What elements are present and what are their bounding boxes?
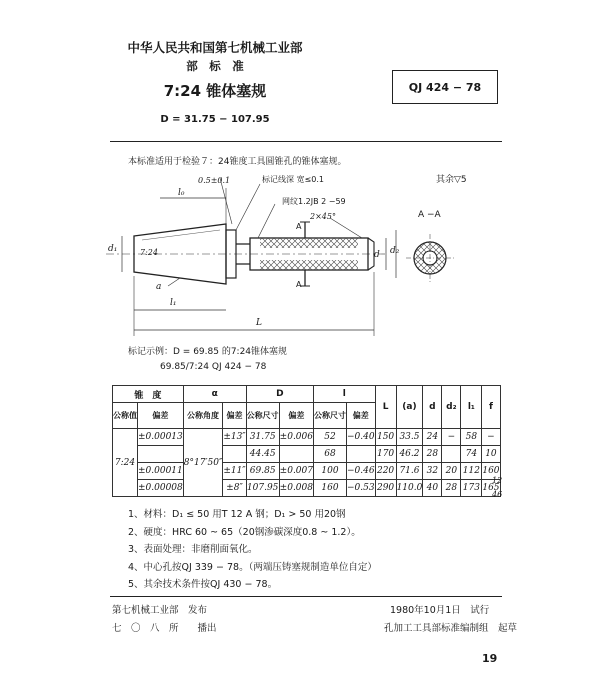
label-section-top: A xyxy=(296,222,302,231)
cell-D: 44.45 xyxy=(246,446,279,463)
cell-l: 68 xyxy=(313,446,346,463)
marking-code: 69.85/7:24 QJ 424 − 78 xyxy=(160,362,267,372)
label-d: d xyxy=(374,250,380,260)
hdr-l: l xyxy=(313,386,375,403)
cell-L: 150 xyxy=(375,429,396,446)
bottom-rule xyxy=(110,596,502,597)
cell-d: 28 xyxy=(423,446,442,463)
hdr-nominal: 公称值 xyxy=(113,403,138,429)
cell-f: − xyxy=(482,429,500,446)
cell-Ddev: ±0.006 xyxy=(279,429,313,446)
cell-d2: − xyxy=(442,429,461,446)
cell-Ddev: ±0.007 xyxy=(279,463,313,480)
editor: 孔加工工具部标准编制组 起草 xyxy=(384,623,518,634)
label-a: a xyxy=(156,282,162,292)
cell-Ddev xyxy=(279,446,313,463)
cell-d: 32 xyxy=(423,463,442,480)
cell-L: 220 xyxy=(375,463,396,480)
standard-number: QJ 424 − 78 xyxy=(408,80,482,94)
cell-d: 40 xyxy=(423,480,442,497)
cell-l: 160 xyxy=(313,480,346,497)
cell-a: 33.5 xyxy=(396,429,423,446)
cell-adev: ±8″ xyxy=(223,480,246,497)
hdr-alpha: α xyxy=(183,386,246,403)
technical-notes xyxy=(128,506,377,594)
cell-l1: 74 xyxy=(461,446,482,463)
hdr-f: f xyxy=(482,386,500,429)
hdr-angle-dev: 偏差 xyxy=(223,403,246,429)
hdr-l-dev: 偏差 xyxy=(346,403,375,429)
mark-line-note: 标记线深 宽≤0.1 xyxy=(262,175,324,184)
hdr-D-nominal: 公称尺寸 xyxy=(246,403,279,429)
drafter: 七 〇 八 所 播出 xyxy=(112,623,217,634)
cell-tol: ±0.00011 xyxy=(138,463,184,480)
cell-f: 10 xyxy=(482,446,500,463)
hdr-deviation: 偏差 xyxy=(138,403,184,429)
label-d1: d₁ xyxy=(108,244,118,254)
effective-date: 1980年10月1日 试行 xyxy=(390,605,490,616)
hdr-l-nominal: 公称尺寸 xyxy=(313,403,346,429)
cell-l1: 112 xyxy=(461,463,482,480)
cell-f: 165 xyxy=(482,480,500,497)
cell-d: 24 xyxy=(423,429,442,446)
hdr-d2: d₂ xyxy=(442,386,461,429)
knurl-note: 网纹1.2JB 2 −59 xyxy=(282,197,346,206)
note-item: 5、其余技术条件按QJ 430 − 78。 xyxy=(128,579,278,590)
cell-D: 107.95 xyxy=(246,480,279,497)
row-extra-d2: 46 xyxy=(492,490,503,499)
chamfer-dim: 2×45° xyxy=(310,212,336,221)
cell-a: 110.0 xyxy=(396,480,423,497)
note-item: 1、材料：D₁ ≤ 50 用T 12 A 钢；D₁ > 50 用20钢 xyxy=(128,509,346,520)
spec-table xyxy=(112,385,501,497)
hdr-nominal-angle: 公称角度 xyxy=(183,403,223,429)
label-section-bottom: A xyxy=(296,280,302,289)
cell-ldev: −0.40 xyxy=(346,429,375,446)
taper-value: 7:24 xyxy=(113,429,138,497)
document-title: 7:24 锥体塞规 xyxy=(163,82,267,100)
standard-number-box xyxy=(392,70,498,104)
cell-a: 46.2 xyxy=(396,446,423,463)
plug-gauge-drawing xyxy=(100,160,510,360)
cell-ldev xyxy=(346,446,375,463)
marking-example: 标记示例：D = 69.85 的7:24锥体塞规 xyxy=(128,347,288,357)
hdr-D-dev: 偏差 xyxy=(279,403,313,429)
cell-D: 69.85 xyxy=(246,463,279,480)
cell-ldev: −0.53 xyxy=(346,480,375,497)
label-taper-ratio: 7:24 xyxy=(140,248,158,257)
page-number: 19 xyxy=(482,652,498,665)
note-item: 2、硬度：HRC 60 ~ 65（20钢渗碳深度0.8 ~ 1.2）。 xyxy=(128,526,361,538)
note-item: 4、中心孔按QJ 339 − 78。（两端压铸塞规制造单位自定） xyxy=(128,561,377,573)
ministry-title: 中华人民共和国第七机械工业部 xyxy=(127,40,303,55)
label-L: L xyxy=(256,318,262,328)
dim-mark-offset: 0.5±0.1 xyxy=(198,176,231,185)
cell-a: 71.6 xyxy=(396,463,423,480)
surface-roughness: 其余▽5 xyxy=(436,175,467,185)
cell-l1: 58 xyxy=(461,429,482,446)
row-extra-f: 12 xyxy=(492,476,503,485)
cell-adev: ±11″ xyxy=(223,463,246,480)
scope-note: 本标准适用于检验７：24锥度工具圆锥孔的锥体塞规。 xyxy=(128,157,347,167)
size-range: D = 31.75 − 107.95 xyxy=(160,114,270,125)
hdr-L: L xyxy=(375,386,396,429)
hdr-a: (a) xyxy=(396,386,423,429)
cell-Ddev: ±0.008 xyxy=(279,480,313,497)
hdr-l1: l₁ xyxy=(461,386,482,429)
cell-L: 170 xyxy=(375,446,396,463)
cell-D: 31.75 xyxy=(246,429,279,446)
cell-L: 290 xyxy=(375,480,396,497)
hdr-D: D xyxy=(246,386,313,403)
issuer: 第七机械工业部 发布 xyxy=(112,605,208,616)
top-rule xyxy=(110,141,502,142)
label-l0: l₀ xyxy=(178,188,185,198)
section-label: A −A xyxy=(418,210,441,220)
angle-value: 8°17′50″ xyxy=(183,429,223,497)
cell-f: 160 xyxy=(482,463,500,480)
cell-l1: 173 xyxy=(461,480,482,497)
cell-d2: 20 xyxy=(442,463,461,480)
cell-tol: ±0.00008 xyxy=(138,480,184,497)
cell-adev xyxy=(223,446,246,463)
label-l1: l₁ xyxy=(170,298,177,308)
cell-adev: ±13″ xyxy=(223,429,246,446)
note-item: 3、表面处理：非磨削面氧化。 xyxy=(128,544,258,555)
standard-category: 部 标 准 xyxy=(186,59,244,73)
label-d2: d₂ xyxy=(390,246,400,256)
cell-ldev: −0.46 xyxy=(346,463,375,480)
hdr-d: d xyxy=(423,386,442,429)
cell-d2: 28 xyxy=(442,480,461,497)
cell-tol: ±0.00013 xyxy=(138,429,184,446)
cell-d2 xyxy=(442,446,461,463)
cell-l: 52 xyxy=(313,429,346,446)
cell-l: 100 xyxy=(313,463,346,480)
cell-tol xyxy=(138,446,184,463)
hdr-taper: 锥 度 xyxy=(113,386,184,403)
